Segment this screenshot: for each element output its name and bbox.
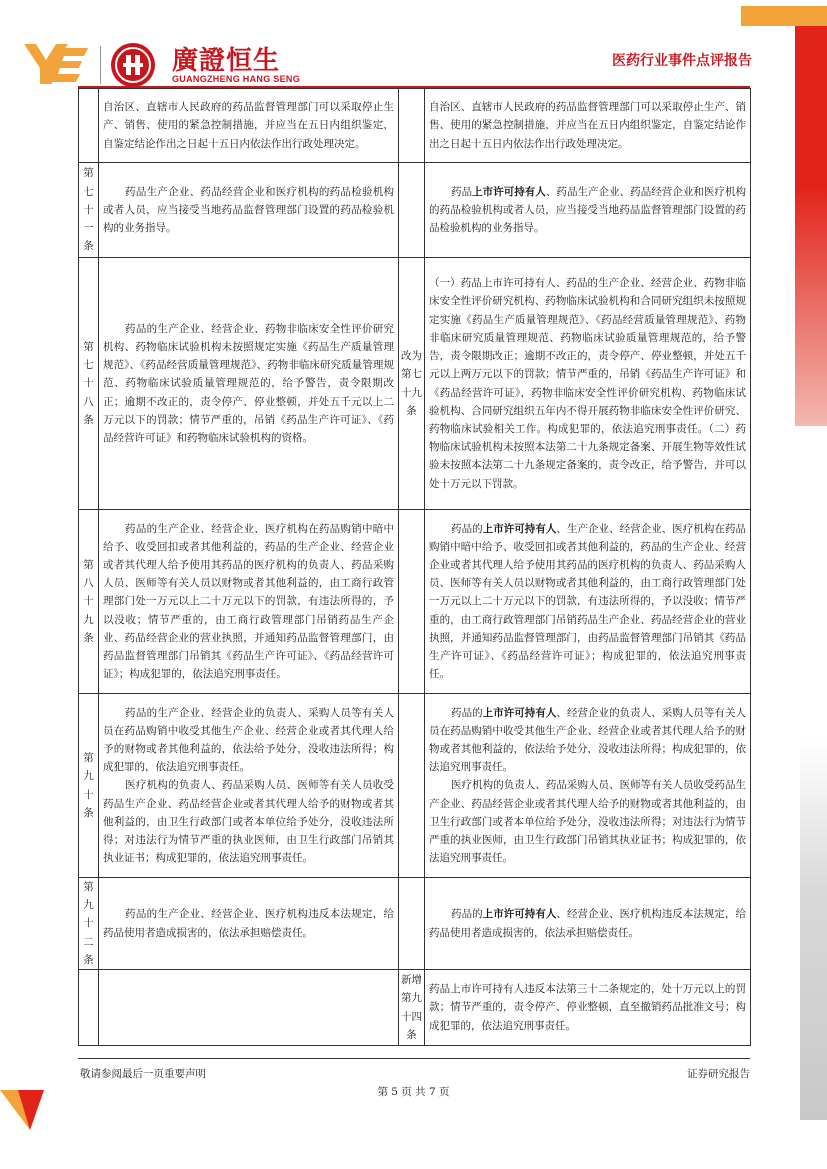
article-label: 第七十一条 [79, 163, 99, 258]
original-text: 医疗机构的负责人、药品采购人员、医师等有关人员收受药品生产企业、药品经营企业或者其代理人给予的财物或者其他利益的，由卫生行政部门或者本单位给予处分，没收违法所得；对违法行为情节严重的执业医师，由卫生行政部门吊销其执业证书；构成犯罪的，依法追究刑事责任。 [103, 779, 394, 865]
article-label [79, 89, 99, 163]
table-row [79, 258, 751, 510]
change-label [399, 878, 425, 970]
original-text-cell [99, 89, 399, 163]
original-text-cell [99, 970, 399, 1046]
original-text: 药品的生产企业、经营企业、药物非临床安全性评价研究机构、药物临床试验机构未按照规定实施《药品生产质量管理规范》、《药品经营质量管理规范》、药物非临床研究质量管理规范、药物临床试验质量管理规范的，给予警告，责令限期改正；逾期不改正的，责令停产、停业整顿，并处五千元以上二万元以下的罚款；情节严重的，吊销《药品生产许可证》、《药品经营许可证》和药物临床试验机构的资格。 [103, 322, 394, 444]
highlight-text: 上市许可持有人 [482, 908, 557, 921]
table-row [79, 89, 751, 163]
revised-text-cell [425, 878, 751, 970]
ye-logo-icon [24, 44, 88, 84]
original-text: 自治区、直辖市人民政府的药品监督管理部门可以采取停止生产、销售、使用的紧急控制措施，并应当在五日内组织鉴定，自鉴定结论作出之日起十五日内依法作出行政处理决定。 [103, 101, 394, 150]
revised-text-cell [425, 89, 751, 163]
original-text-cell [99, 878, 399, 970]
original-text-cell [99, 258, 399, 510]
original-text-cell [99, 163, 399, 258]
original-text: 药品生产企业、药品经营企业和医疗机构的药品检验机构或者人员，应当接受当地药品监督管理部门设置的药品检验机构的业务指导。 [103, 185, 394, 235]
article-label: 第九十二条 [79, 878, 99, 970]
table-row [79, 878, 751, 970]
company-seal-icon [110, 42, 156, 88]
original-text: 药品的生产企业、经营企业、医疗机构在药品购销中暗中给予、收受回扣或者其他利益的，药品的生产企业、经营企业或者其代理人给予使用其药品的医疗机构的负责人、药品采购人员、医师等有关人员以财物或者其他利益的，由工商行政管理部门处一万元以上二十万元以下的罚款，有违法所得的，予以没收；情节严重的，由工商行政管理部门吊销药品生产企业、药品经营企业的营业执照，并通知药品监督管理部门，由药品监督管理部门吊销其《药品生产许可证》、《药品经营许可证》；构成犯罪的，依法追究刑事责任。 [103, 522, 394, 681]
table-row [79, 510, 751, 694]
change-label [399, 163, 425, 258]
revised-text-cell [425, 258, 751, 510]
corner-decoration-orange [741, 6, 827, 26]
change-label [399, 510, 425, 694]
highlight-text: 上市许可持有人 [482, 706, 557, 719]
footer-divider [78, 1058, 750, 1059]
revised-text: 药品上市许可持有人、药品生产企业、药品经营企业和医疗机构的药品检验机构或者人员，应当接受当地药品监督管理部门设置的药品检验机构的业务指导。 [429, 185, 747, 235]
revised-text: （一）药品上市许可持有人、药品的生产企业、经营企业、药物非临床安全性评价研究机构、药物临床试验机构和合同研究组织未按照规定实施《药品生产质量管理规范》、《药品经营质量管理规范》、药物非临床研究质量管理规范、药物临床试验质量管理规范的，给予警告，责令限期改正；逾期不改正的，责令停产、停业整顿，并处五千元以上两万元以下的罚款；情节严重的，吊销《药品生产许可证》和《药品经营许可证》，药物非临床安全性评价研究机构、药物临床试验机构、合同研究组织五年内不得开展药物非临床安全性评价研究、药物临床试验相关工作。构成犯罪的，依法追究刑事责任。（二）药物临床试验机构未按照本法第二十九条规定备案、开展生物等效性试验未按照本法第二十九条规定备案的，责令改正，给予警告，并可以处十万元以下罚款。 [429, 277, 746, 490]
article-label: 第七十八条 [79, 258, 99, 510]
footer-report-type: 证券研究报告 [687, 1068, 750, 1080]
revised-text-cell [425, 510, 751, 694]
corner-decoration-red [795, 26, 827, 426]
original-text: 药品的生产企业、经营企业、医疗机构违反本法规定，给药品使用者造成损害的，依法承担赔偿责任。 [103, 908, 394, 939]
company-name-en: GUANGZHENG HANG SENG [172, 74, 301, 84]
table-row [79, 970, 751, 1046]
original-text: 药品的生产企业、经营企业的负责人、采购人员等有关人员在药品购销中收受其他生产企业、经营企业或者其代理人给予的财物或者其他利益的，依法给予处分，没收违法所得；构成犯罪的，依法追究刑事责任。 [103, 706, 394, 774]
revised-text-cell [425, 163, 751, 258]
change-label [399, 694, 425, 878]
page-number: 第 5 页 共 7 页 [377, 1086, 450, 1098]
revised-text: 药品上市许可持有人违反本法第三十二条规定的，处十万元以上的罚款；情节严重的，责令停产、停业整顿，直至撤销药品批准文号；构成犯罪的，依法追究刑事责任。 [429, 983, 746, 1032]
article-label: 第九十条 [79, 694, 99, 878]
company-name-cn: 廣證恒生 [172, 46, 281, 76]
revised-text-cell [425, 694, 751, 878]
change-label: 新增第九十四条 [399, 970, 425, 1046]
table-row [79, 694, 751, 878]
revised-text: 药品的上市许可持有人、经营企业、医疗机构违反本法规定，给药品使用者造成损害的，依法承担赔偿责任。 [429, 908, 747, 939]
article-label [79, 970, 99, 1046]
revised-text: 医疗机构的负责人、药品采购人员、医师等有关人员收受药品生产企业、药品经营企业或者其代理人给予的财物或者其他利益的，由卫生行政部门或者本单位给予处分，没收违法所得；对违法行为情节严重的执业医师，由卫生行政部门吊销其执业证书；构成犯罪的，依法追究刑事责任。 [429, 779, 746, 865]
footer-disclaimer: 敬请参阅最后一页重要声明 [80, 1068, 206, 1080]
change-label: 改为第七十九条 [399, 258, 425, 510]
corner-decoration-gray [800, 740, 827, 1120]
revised-text: 药品的上市许可持有人、生产企业、经营企业、医疗机构在药品购销中暗中给予、收受回扣或者其他利益的，药品的生产企业、经营企业或者其代理人给予使用其药品的医疗机构的负责人、药品采购人员、医师等有关人员以财物或者其他利益的，由工商行政管理部门处一万元以上二十万元以下的罚款，有违法所得的，予以没收；情节严重的，由工商行政管理部门吊销药品生产企业、药品经营企业的营业执照，并通知药品监督管理部门，由药品监督管理部门吊销其《药品生产许可证》、《药品经营许可证》；构成犯罪的，依法追究刑事责任。 [429, 522, 747, 681]
report-title: 医药行业事件点评报告 [612, 53, 752, 69]
original-text-cell [99, 694, 399, 878]
change-label [399, 89, 425, 163]
logo-separator [100, 46, 101, 84]
revised-text-cell [425, 970, 751, 1046]
original-text-cell [99, 510, 399, 694]
highlight-text: 上市许可持有人 [482, 522, 557, 535]
article-label: 第八十九条 [79, 510, 99, 694]
highlight-text: 上市许可持有人 [472, 185, 546, 198]
revised-text: 药品的上市许可持有人、经营企业的负责人、采购人员等有关人员在药品购销中收受其他生产企业、经营企业或者其代理人给予的财物或者其他利益的，依法给予处分，没收违法所得；构成犯罪的，依法追究刑事责任。 [429, 706, 747, 774]
table-row [79, 163, 751, 258]
law-comparison-table [78, 88, 751, 1046]
revised-text: 自治区、直辖市人民政府的药品监督管理部门可以采取停止生产、销售、使用的紧急控制措施，并应当在五日内组织鉴定，自鉴定结论作出之日起十五日内依法作出行政处理决定。 [429, 101, 746, 150]
